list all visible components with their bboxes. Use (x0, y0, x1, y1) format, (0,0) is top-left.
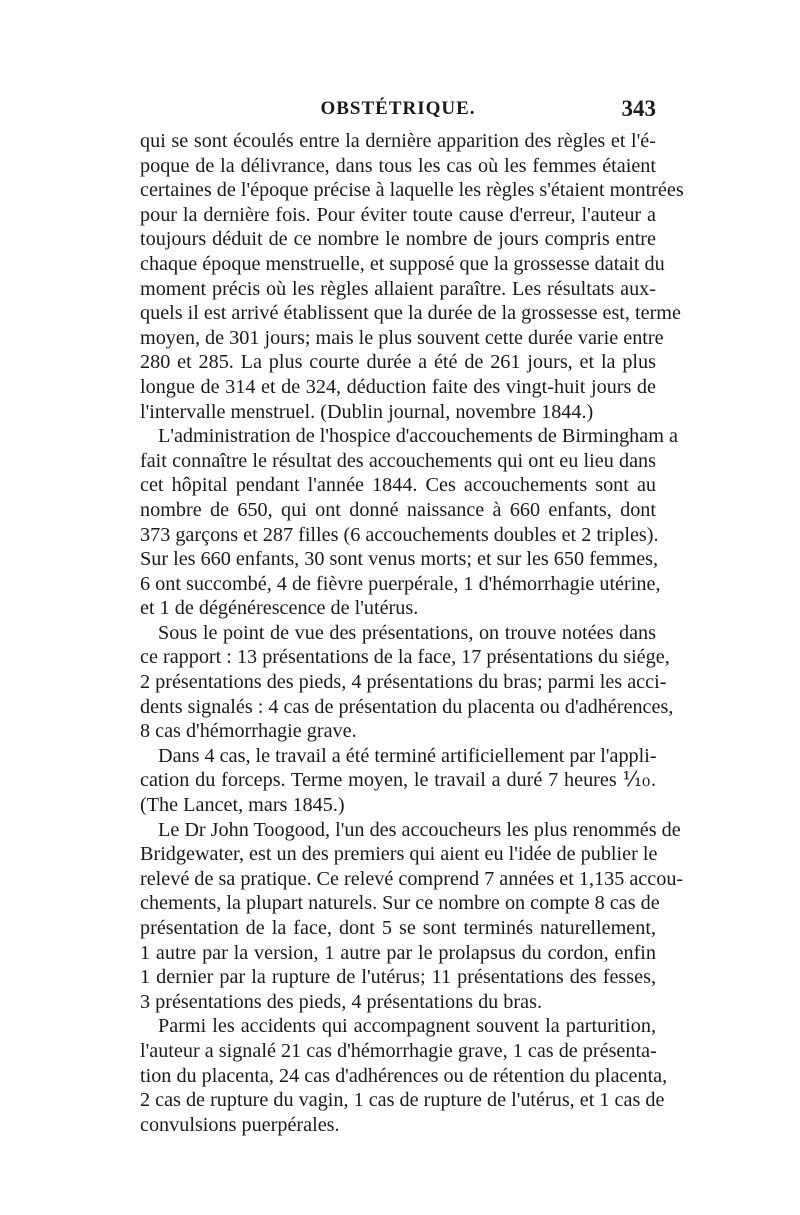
paragraph-3 (140, 621, 674, 744)
text-line: chaque époque menstruelle, et supposé que la grossesse datait du (140, 252, 665, 275)
text-line: quels il est arrivé établissent que la durée de la grossesse est, terme (140, 302, 681, 325)
text-line: 2 présentations des pieds, 4 présentations du bras; parmi les acci- (140, 671, 667, 694)
text-line: (The Lancet, mars 1845.) (140, 794, 345, 817)
text-line: 373 garçons et 287 filles (6 accouchements doubles et 2 triples). (140, 523, 659, 546)
text-line: l'auteur a signalé 21 cas d'hémorrhagie grave, 1 cas de présenta- (140, 1039, 657, 1062)
text-line: 8 cas d'hémorrhagie grave. (140, 720, 357, 743)
text-line: convulsions puerpérales. (140, 1113, 340, 1136)
text-line: poque de la délivrance, dans tous les cas où les femmes étaient (140, 154, 656, 177)
text-line: dents signalés : 4 cas de présentation du placenta ou d'adhérences, (140, 695, 674, 718)
text-line: cation du forceps. Terme moyen, le travail a duré 7 heures ⅒. (140, 769, 656, 792)
text-line: 1 dernier par la rupture de l'utérus; 11 présentations des fesses, (140, 966, 656, 989)
text-line: pour la dernière fois. Pour éviter toute cause d'erreur, l'auteur a (140, 203, 656, 226)
text-line: Le Dr John Toogood, l'un des accoucheurs les plus renommés de (158, 818, 681, 841)
text-line: ce rapport : 13 présentations de la face, 17 présentations du siége, (140, 646, 670, 669)
text-line: fait connaître le résultat des accouchements qui ont eu lieu dans (140, 449, 656, 472)
text-line: longue de 314 et de 324, déduction faite des vingt-huit jours de (140, 375, 656, 398)
text-line: 3 présentations des pieds, 4 présentations du bras. (140, 990, 542, 1013)
text-line: Parmi les accidents qui accompagnent souvent la parturition, (158, 1015, 656, 1038)
text-line: moment précis où les règles allaient paraître. Les résultats aux- (140, 277, 656, 300)
text-line: cet hôpital pendant l'année 1844. Ces accouchements sont au (140, 474, 656, 497)
text-line: moyen, de 301 jours; mais le plus souvent cette durée varie entre (140, 326, 664, 349)
text-line: nombre de 650, qui ont donné naissance à 660 enfants, dont (140, 498, 656, 521)
text-line: certaines de l'époque précise à laquelle les règles s'étaient montrées (140, 179, 684, 202)
page-number: 343 (621, 96, 656, 121)
text-line: chements, la plupart naturels. Sur ce nombre on compte 8 cas de (140, 892, 660, 915)
text-line: 6 ont succombé, 4 de fièvre puerpérale, 1 d'hémorrhagie utérine, (140, 572, 661, 595)
text-line: 2 cas de rupture du vagin, 1 cas de rupture de l'utérus, et 1 cas de (140, 1089, 665, 1112)
running-head (140, 98, 656, 126)
paragraph-6 (140, 1014, 668, 1137)
text-line: Sur les 660 enfants, 30 sont venus morts; et sur les 650 femmes, (140, 548, 659, 571)
text-line: et 1 de dégénérescence de l'utérus. (140, 597, 419, 620)
text-line: 1 autre par la version, 1 autre par le prolapsus du cordon, enfin (140, 941, 656, 964)
text-line: qui se sont écoulés entre la dernière apparition des règles et l'é- (140, 130, 656, 152)
text-line: relevé de sa pratique. Ce relevé comprend 7 années et 1,135 accou- (140, 867, 684, 890)
paragraph-1 (140, 129, 684, 424)
running-head-title: OBSTÉTRIQUE. (320, 98, 476, 119)
text-line: 280 et 285. La plus courte durée a été de 261 jours, et la plus (140, 351, 656, 374)
text-line: présentation de la face, dont 5 se sont terminés naturellement, (140, 917, 656, 939)
text-line: l'intervalle menstruel. (Dublin journal, novembre 1844.) (140, 400, 594, 423)
text-line: toujours déduit de ce nombre le nombre de jours compris entre (140, 228, 656, 251)
text-line: L'administration de l'hospice d'accouchements de Birmingham a (158, 425, 678, 448)
body-text (140, 129, 684, 1137)
text-line: Sous le point de vue des présentations, on trouve notées dans (158, 621, 656, 644)
text-line: tion du placenta, 24 cas d'adhérences ou de rétention du placenta, (140, 1064, 668, 1087)
paragraph-5 (140, 818, 684, 1015)
text-line: Dans 4 cas, le travail a été terminé artificiellement par l'appli- (158, 744, 657, 767)
text-line: Bridgewater, est un des premiers qui aient eu l'idée de publier le (140, 843, 658, 866)
paragraph-2 (140, 424, 678, 621)
paragraph-4 (140, 744, 656, 818)
